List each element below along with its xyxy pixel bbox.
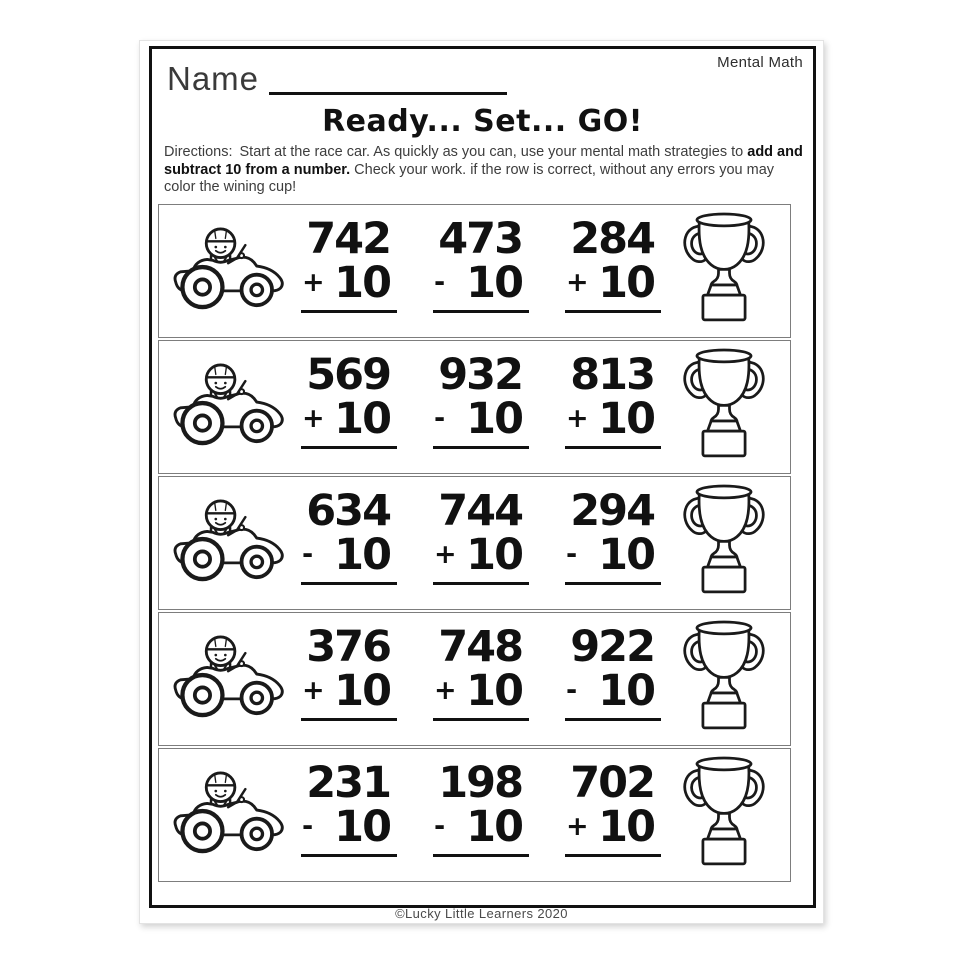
problem-row	[158, 340, 791, 474]
trophy-icon[interactable]	[678, 752, 770, 878]
problem-bottom-line	[301, 665, 397, 716]
worksheet-page	[139, 40, 824, 924]
trophy-icon[interactable]	[678, 616, 770, 742]
problem-group	[301, 213, 661, 313]
problem-bottom-line	[565, 801, 661, 852]
problem-bottom-number: 10	[334, 665, 390, 716]
problem-operator: +	[566, 267, 589, 298]
problem-bottom-line	[565, 665, 661, 716]
problem-bottom-number: 10	[334, 529, 390, 580]
problem-bottom-line	[565, 257, 661, 308]
problem-bottom-number: 10	[466, 529, 522, 580]
problem-bottom-line	[301, 529, 397, 580]
problem-bottom-number: 10	[466, 257, 522, 308]
problem-top-number: 748	[438, 621, 522, 672]
problem-bottom-number: 10	[334, 393, 390, 444]
problem-bottom-number: 10	[598, 257, 654, 308]
math-problem	[565, 757, 661, 857]
worksheet-frame	[149, 46, 816, 908]
problem-operator: -	[434, 811, 446, 842]
problem-operator: +	[302, 267, 325, 298]
race-car-icon	[171, 494, 293, 591]
race-car-svg	[171, 358, 293, 450]
problem-bottom-number: 10	[598, 393, 654, 444]
problem-bottom-line	[301, 393, 397, 444]
math-problem	[301, 757, 397, 857]
problem-operator: +	[302, 403, 325, 434]
problem-top-number: 702	[570, 757, 654, 808]
problem-operator: +	[434, 539, 457, 570]
trophy-icon[interactable]	[678, 344, 770, 470]
problem-row	[158, 204, 791, 338]
problem-row	[158, 748, 791, 882]
name-row	[167, 62, 813, 95]
problem-top-number: 473	[438, 213, 522, 264]
problem-operator: -	[434, 403, 446, 434]
math-problem	[301, 485, 397, 585]
problem-top-number: 744	[438, 485, 522, 536]
problem-bottom-line	[301, 257, 397, 308]
math-problem	[433, 621, 529, 721]
trophy-icon[interactable]	[678, 208, 770, 334]
math-problem	[433, 213, 529, 313]
problem-top-number: 569	[306, 349, 390, 400]
problem-row	[158, 612, 791, 746]
problem-operator: +	[566, 811, 589, 842]
problem-bottom-line	[433, 665, 529, 716]
trophy-icon[interactable]	[678, 480, 770, 606]
directions-part1: Start at the race car. As quickly as you can, use your mental math strategies to	[239, 144, 748, 160]
problem-top-number: 284	[570, 213, 654, 264]
math-problem	[433, 349, 529, 449]
problem-operator: -	[302, 811, 314, 842]
problem-top-number: 231	[306, 757, 390, 808]
problem-top-number: 922	[570, 621, 654, 672]
trophy-svg	[678, 208, 770, 329]
race-car-svg	[171, 494, 293, 586]
race-car-icon	[171, 222, 293, 319]
problem-bottom-line	[301, 801, 397, 852]
math-problem	[565, 349, 661, 449]
problem-bottom-number: 10	[466, 801, 522, 852]
problem-top-number: 376	[306, 621, 390, 672]
problem-top-number: 198	[438, 757, 522, 808]
math-problem	[565, 485, 661, 585]
directions-text	[164, 144, 808, 197]
problem-bottom-line	[433, 393, 529, 444]
problem-group	[301, 485, 661, 585]
name-label: Name	[167, 60, 260, 97]
math-problem	[565, 621, 661, 721]
math-problem	[565, 213, 661, 313]
race-car-svg	[171, 766, 293, 858]
race-car-svg	[171, 630, 293, 722]
problem-operator: -	[566, 539, 578, 570]
problem-group	[301, 349, 661, 449]
problem-group	[301, 621, 661, 721]
math-problem	[433, 485, 529, 585]
problem-operator: +	[566, 403, 589, 434]
problem-top-number: 813	[570, 349, 654, 400]
race-car-icon	[171, 630, 293, 727]
problem-operator: -	[302, 539, 314, 570]
problem-operator: -	[566, 675, 578, 706]
race-car-svg	[171, 222, 293, 314]
race-car-icon	[171, 358, 293, 455]
problem-group	[301, 757, 661, 857]
problem-operator: +	[302, 675, 325, 706]
math-problem	[301, 621, 397, 721]
directions-label: Directions:	[164, 144, 233, 160]
problem-bottom-line	[565, 393, 661, 444]
problem-bottom-number: 10	[598, 529, 654, 580]
directions-bold: add and subtract 10 from a number.	[164, 144, 803, 178]
problem-top-number: 742	[306, 213, 390, 264]
problem-top-number: 634	[306, 485, 390, 536]
page-title: Ready... Set... GO!	[322, 104, 643, 139]
problem-bottom-line	[565, 529, 661, 580]
problem-bottom-number: 10	[334, 257, 390, 308]
math-problem	[301, 213, 397, 313]
problem-bottom-line	[433, 801, 529, 852]
trophy-svg	[678, 752, 770, 873]
problem-bottom-number: 10	[466, 393, 522, 444]
corner-label: Mental Math	[717, 54, 803, 71]
problem-bottom-number: 10	[334, 801, 390, 852]
problem-rows	[158, 204, 791, 882]
trophy-svg	[678, 344, 770, 465]
race-car-icon	[171, 766, 293, 863]
math-problem	[301, 349, 397, 449]
problem-operator: +	[434, 675, 457, 706]
problem-bottom-number: 10	[598, 665, 654, 716]
problem-top-number: 294	[570, 485, 654, 536]
trophy-svg	[678, 480, 770, 601]
directions-part2: Check your work. if the row is correct, without any errors you may color the wining cup!	[164, 161, 775, 195]
problem-operator: -	[434, 267, 446, 298]
trophy-svg	[678, 616, 770, 737]
name-input-line[interactable]	[269, 62, 507, 95]
math-problem	[433, 757, 529, 857]
problem-bottom-number: 10	[598, 801, 654, 852]
footer-credit: ©Lucky Little Learners 2020	[395, 906, 568, 921]
problem-bottom-line	[433, 257, 529, 308]
problem-bottom-line	[433, 529, 529, 580]
problem-row	[158, 476, 791, 610]
problem-top-number: 932	[438, 349, 522, 400]
problem-bottom-number: 10	[466, 665, 522, 716]
